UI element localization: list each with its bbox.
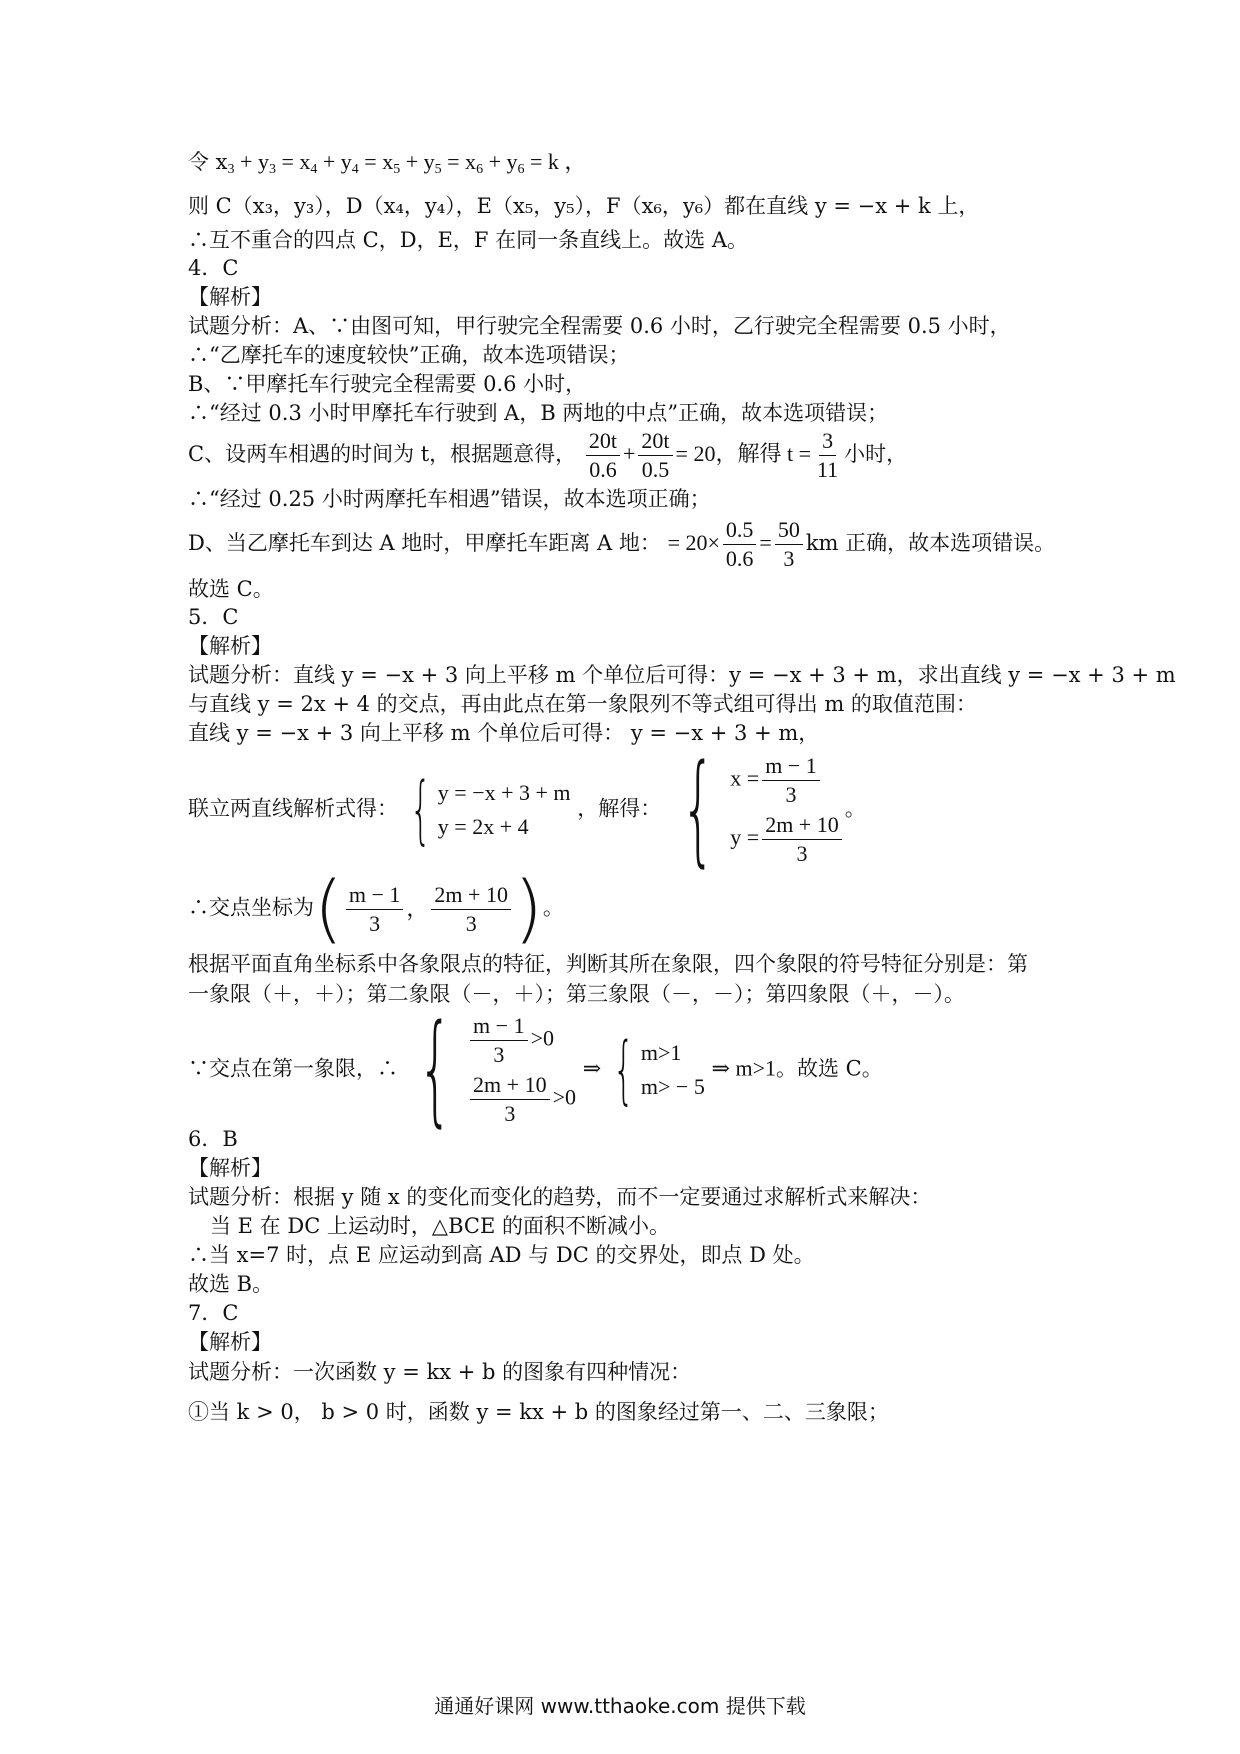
line-32: 试题分析：一次函数 y = kx + b 的图象有四种情况： [188, 1360, 692, 1384]
line-6: 试题分析：A、∵由图可知，甲行驶完全程需要 0.6 小时，乙行驶完全程需要 0.5 小时， [188, 314, 1011, 338]
line-17: 与直线 y = 2x + 4 的交点，再由此点在第一象限列不等式组可得出 m 的取值范围： [188, 692, 977, 716]
line-26: 试题分析：根据 y 随 x 的变化而变化的趋势，而不一定要通过求解析式来解决： [188, 1185, 932, 1209]
line-11: ∴“经过 0.25 小时两摩托车相遇”错误，故本选项正确； [188, 487, 711, 511]
answer-5: 5．C [188, 605, 239, 629]
line-12: D、当乙摩托车到达 A 地时，甲摩托车距离 A 地： = 20× $\frac{0.5}{0.6}$ = $\frac{50}{3}$ km 正确，故本选项错误。 [188, 517, 1056, 571]
answer-7: 7．C [188, 1301, 239, 1325]
analysis-label-5: 【解析】 [188, 634, 272, 658]
line-8: B、∵甲摩托车行驶完全程需要 0.6 小时， [188, 372, 587, 396]
analysis-label-7: 【解析】 [188, 1330, 272, 1354]
line-20-intersection: ∴交点坐标为 ( $\frac{m - 1}{3}$ ， $\frac{2m + 10}{3}$ ) 。 [188, 866, 564, 952]
analysis-label-4: 【解析】 [188, 285, 272, 309]
line-33: ①当 k > 0， b > 0 时，函数 y = kx + b 的图象经过第一、二、三象限； [188, 1400, 889, 1424]
line-2: 则 C（x₃，y₃），D（x₄，y₄），E（x₅，y₅），F（x₆，y₆）都在直线 y = −x + k 上， [188, 194, 980, 218]
line-9: ∴“经过 0.3 小时甲摩托车行驶到 A，B 两地的中点”正确，故本选项错误； [188, 401, 889, 425]
line-28: ∴当 x=7 时，点 E 应运动到高 AD 与 DC 的交界处，即点 D 处。 [188, 1243, 815, 1267]
line-23-inequality: ∵交点在第一象限，∴ { $\frac{m - 1}{3}$ >0 $\frac{2m + 10}{3}$ >0 ⇒ { m>1 m> − 5 ⇒ m>1。故选 C。 [188, 1000, 883, 1139]
line-19-system: 联立两直线解析式得： { y = −x + 3 + m y = 2x + 4 ，解得： { x = $\frac{m - 1}{3}$ y = $\frac{2m + 10}{3}$ 。 [188, 740, 866, 879]
line-21: 根据平面直角坐标系中各象限点的特征，判断其所在象限，四个象限的符号特征分别是：第 [188, 952, 1028, 976]
line-22: 一象限（＋，＋）；第二象限（－，＋）；第三象限（－，－）；第四象限（＋，－）。 [188, 982, 965, 1006]
line-7: ∴“乙摩托车的速度较快”正确，故本选项错误； [188, 343, 630, 367]
analysis-label-6: 【解析】 [188, 1156, 272, 1180]
line-29: 故选 B。 [188, 1272, 274, 1296]
footer-source: 通通好课网 www.tthaoke.com 提供下载 [434, 1694, 806, 1718]
line-3: ∴互不重合的四点 C，D，E，F 在同一条直线上。故选 A。 [188, 228, 748, 252]
line-1: 令 $x_3 + y_3 = x_4 + y_4 = x_5 + y_5 = x_6 + y_6 = k$ ， [188, 149, 587, 177]
line-10: C、设两车相遇的时间为 t，根据题意得， $\frac{20t}{0.6}$ + $\frac{20t}{0.5}$ = 20，解得 t = $\frac{3}{11}$ 小时， [188, 428, 908, 482]
line-18: 直线 y = −x + 3 向上平移 m 个单位后可得： y = −x + 3 + m， [188, 721, 820, 745]
answer-4: 4．C [188, 256, 239, 280]
line-13: 故选 C。 [188, 577, 274, 601]
answer-6: 6．B [188, 1127, 238, 1151]
line-16: 试题分析：直线 y = −x + 3 向上平移 m 个单位后可得：y = −x + 3 + m，求出直线 y = −x + 3 + m [188, 663, 1176, 687]
line-27: 当 E 在 DC 上运动时，△BCE 的面积不断减小。 [210, 1214, 670, 1238]
